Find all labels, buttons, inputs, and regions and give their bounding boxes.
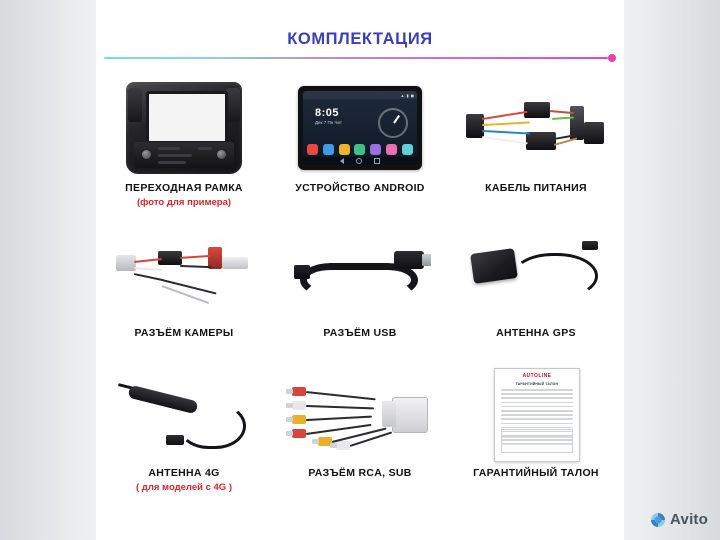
items-grid	[96, 70, 624, 520]
car-dash-frame-icon	[104, 80, 264, 176]
warranty-card-icon	[456, 365, 616, 461]
item-warranty	[448, 365, 624, 480]
item-camera-connector	[96, 225, 272, 340]
item-subcaption: ( для моделей с 4G )	[135, 482, 233, 493]
item-caption: КАБЕЛЬ ПИТАНИЯ	[485, 182, 587, 194]
android-head-unit-icon: ▲ ▮ ◼ 8:05 Дек 7 Пн Чет	[280, 80, 440, 176]
item-gps-antenna	[448, 225, 624, 340]
left-background-band	[0, 0, 96, 540]
item-caption: УСТРОЙСТВО ANDROID	[295, 182, 425, 194]
gps-antenna-icon	[456, 225, 616, 321]
rca-sub-harness-icon	[280, 365, 440, 461]
avito-logo-icon	[651, 513, 665, 527]
head-unit-clock: 8:05	[315, 107, 340, 119]
item-rca-sub	[272, 365, 448, 480]
watermark-text: Avito	[670, 511, 708, 528]
watermark	[651, 511, 708, 528]
item-subcaption: (фото для примера)	[136, 197, 232, 208]
camera-connector-icon	[104, 225, 264, 321]
warranty-logo: AUTOLINE	[522, 373, 552, 379]
item-frame	[96, 80, 272, 209]
item-usb-connector	[272, 225, 448, 340]
item-caption: РАЗЪЁМ RCA, SUB	[308, 467, 412, 479]
item-caption: ГАРАНТИЙНЫЙ ТАЛОН	[473, 467, 599, 479]
title-divider-line	[104, 57, 608, 59]
item-power-cable	[448, 80, 624, 195]
item-antenna-4g	[96, 365, 272, 494]
item-caption: АНТЕННА GPS	[496, 327, 576, 339]
page-title: КОМПЛЕКТАЦИЯ	[287, 30, 433, 48]
item-caption: ПЕРЕХОДНАЯ РАМКА	[125, 182, 243, 194]
power-harness-icon	[456, 80, 616, 176]
4g-antenna-icon	[104, 365, 264, 461]
usb-cable-icon	[280, 225, 440, 321]
right-background-band	[624, 0, 720, 540]
title-divider	[104, 54, 616, 62]
warranty-doc-title: ГАРАНТИЙНЫЙ ТАЛОН	[515, 382, 559, 386]
item-caption: АНТЕННА 4G	[148, 467, 220, 479]
head-unit-date: Дек 7 Пн Чет	[315, 120, 342, 125]
title-divider-dot	[608, 54, 616, 62]
item-caption: РАЗЪЁМ КАМЕРЫ	[134, 327, 234, 339]
item-caption: РАЗЪЁМ USB	[323, 327, 397, 339]
item-android-unit	[272, 80, 448, 195]
